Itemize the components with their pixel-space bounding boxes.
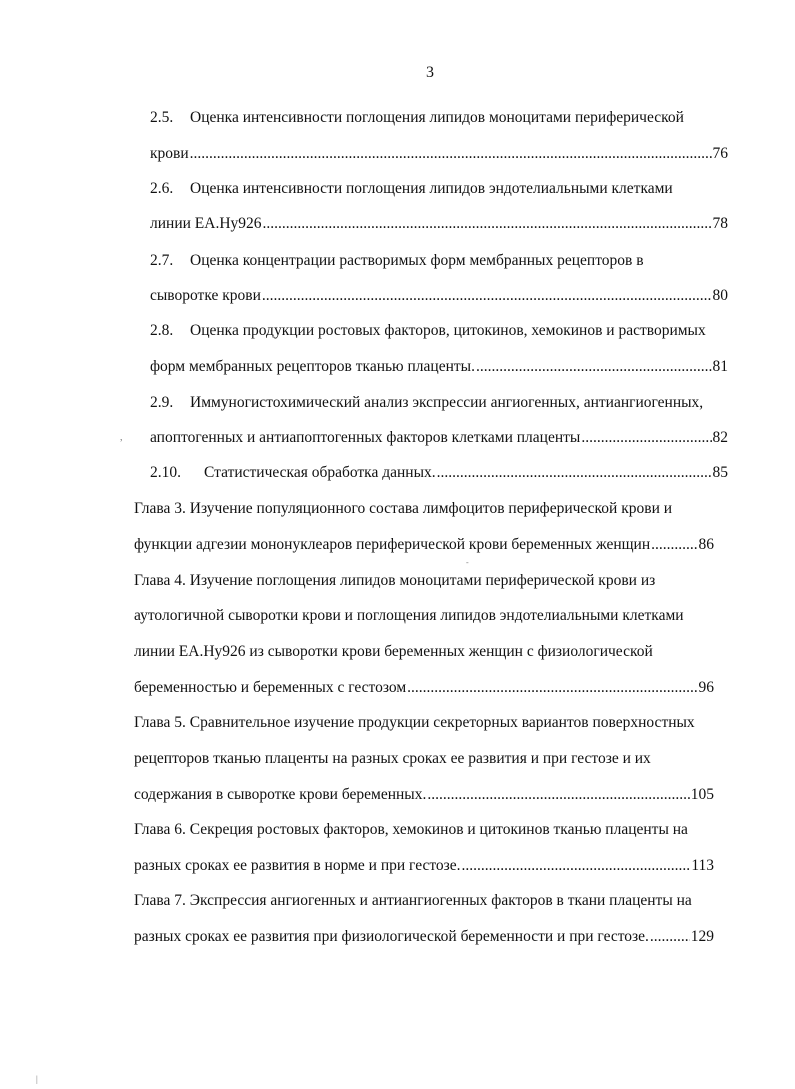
toc-chapter-3-last[interactable] [134,534,714,556]
toc-chapter-4-last[interactable] [134,677,714,699]
toc-chapter-title: Глава 6. Секреция ростовых факторов, хемокинов и цитокинов тканью плаценты на [134,821,688,838]
toc-page-number: 85 [712,464,728,481]
toc-chapter-title: Глава 3. Изучение популяционного состава лимфоцитов периферической крови и [134,500,673,517]
scan-speck: | [36,1074,38,1084]
toc-chapter-title-cont: функции адгезии мононуклеаров периферической крови беременных женщин [134,536,651,553]
toc-chapter-5-line1 [134,712,714,734]
scan-speck: , [120,432,123,443]
toc-entry-number: 2.9. [150,394,174,411]
toc-entry-2-8-line2[interactable] [150,356,728,378]
dot-leader [262,285,712,307]
toc-chapter-4-line1 [134,570,714,592]
page-number: 3 [426,64,434,81]
toc-entry-number: 2.8. [150,322,174,339]
toc-chapter-title-cont: линии EA.Hy926 из сыворотки крови беременных женщин с физиологической [134,643,653,660]
toc-page-number: 80 [712,287,728,304]
toc-entry-2-7-line1 [150,250,728,272]
toc-chapter-title-cont: аутологичной сыворотки крови и поглощения липидов эндотелиальными клетками [134,607,684,624]
toc-chapter-title-cont: беременностью и беременных с гестозом [134,679,407,696]
toc-chapter-5-last[interactable] [134,784,714,806]
dot-leader [462,855,691,877]
toc-entry-title-text: Статистическая обработка данных. [204,464,436,481]
toc-page-number: 81 [712,358,728,375]
dot-leader [190,143,712,165]
toc-chapter-title-cont: разных сроках ее развития при физиологической беременности и при гестозе. [134,928,649,945]
dot-leader [427,784,689,806]
toc-entry-title-cont: форм мембранных рецепторов тканью плаценты. [150,358,475,375]
toc-chapter-4-line2 [134,605,714,627]
toc-page-number: 113 [691,857,714,874]
toc-page-number: 105 [690,786,714,803]
toc-chapter-4-line3 [134,641,714,663]
toc-entry-number: 2.6. [150,180,174,197]
toc-page-number: 96 [698,679,714,696]
dot-leader [437,462,712,484]
toc-chapter-title-cont: разных сроках ее развития в норме и при гестозе. [134,857,461,874]
dot-leader [407,677,697,699]
toc-entry-number: 2.7. [150,252,174,269]
toc-entry-2-5-line1 [150,107,728,129]
toc-page-number: 78 [712,215,728,232]
toc-entry-number: 2.5. [150,109,174,126]
toc-entry-title-cont: сыворотке крови [150,287,261,304]
toc-chapter-3-line1 [134,498,714,520]
toc-chapter-title: Глава 7. Экспрессия ангиогенных и антиангиогенных факторов в ткани плаценты на [134,892,692,909]
toc-entry-2-6-line1 [150,178,728,200]
toc-page-number: 76 [712,145,728,162]
toc-entry-title: Оценка интенсивности поглощения липидов эндотелиальными клетками [190,180,673,197]
toc-entry-number: 2.10. [150,464,181,481]
dot-leader [650,926,690,948]
toc-chapter-6-line1 [134,819,714,841]
dot-leader [581,427,711,449]
toc-entry-2-8-line1 [150,320,728,342]
toc-chapter-7-last[interactable] [134,926,714,948]
dot-leader [263,213,712,235]
toc-entry-2-9-line2[interactable] [150,427,728,449]
toc-page-number: 82 [712,429,728,446]
toc-entry-title-cont: крови [150,145,189,162]
toc-entry-title-cont: апоптогенных и антиапоптогенных факторов клетками плаценты [150,429,581,446]
toc-chapter-title: Глава 5. Сравнительное изучение продукции секреторных вариантов поверхностных [134,714,695,731]
toc-entry-title [150,462,436,484]
scan-speck: - [466,558,469,567]
toc-entry-2-9-line1 [150,392,728,414]
dot-leader [476,356,712,378]
toc-entry-2-6-line2[interactable] [150,213,728,235]
toc-chapter-title-cont: содержания в сыворотке крови беременных. [134,786,427,803]
toc-entry-2-10[interactable] [150,462,728,484]
toc-entry-2-5-line2[interactable] [150,143,728,165]
toc-chapter-7-line1 [134,890,714,912]
toc-entry-title: Оценка интенсивности поглощения липидов моноцитами периферической [190,109,684,126]
toc-entry-title-cont: линии EA.Hy926 [150,215,262,232]
toc-page-number: 86 [698,536,714,553]
toc-page-number: 129 [690,928,714,945]
toc-chapter-6-last[interactable] [134,855,714,877]
toc-entry-2-7-line2[interactable] [150,285,728,307]
toc-chapter-title-cont: рецепторов тканью плаценты на разных сроках ее развития и при гестозе и их [134,750,651,767]
toc-entry-title: Оценка концентрации растворимых форм мембранных рецепторов в [190,252,644,269]
toc-chapter-title: Глава 4. Изучение поглощения липидов моноцитами периферической крови из [134,572,656,589]
dot-leader [651,534,697,556]
toc-entry-title: Оценка продукции ростовых факторов, цитокинов, хемокинов и растворимых [190,322,706,339]
toc-entry-title: Иммуногистохимический анализ экспрессии ангиогенных, антиангиогенных, [190,394,704,411]
toc-chapter-5-line2 [134,748,714,770]
